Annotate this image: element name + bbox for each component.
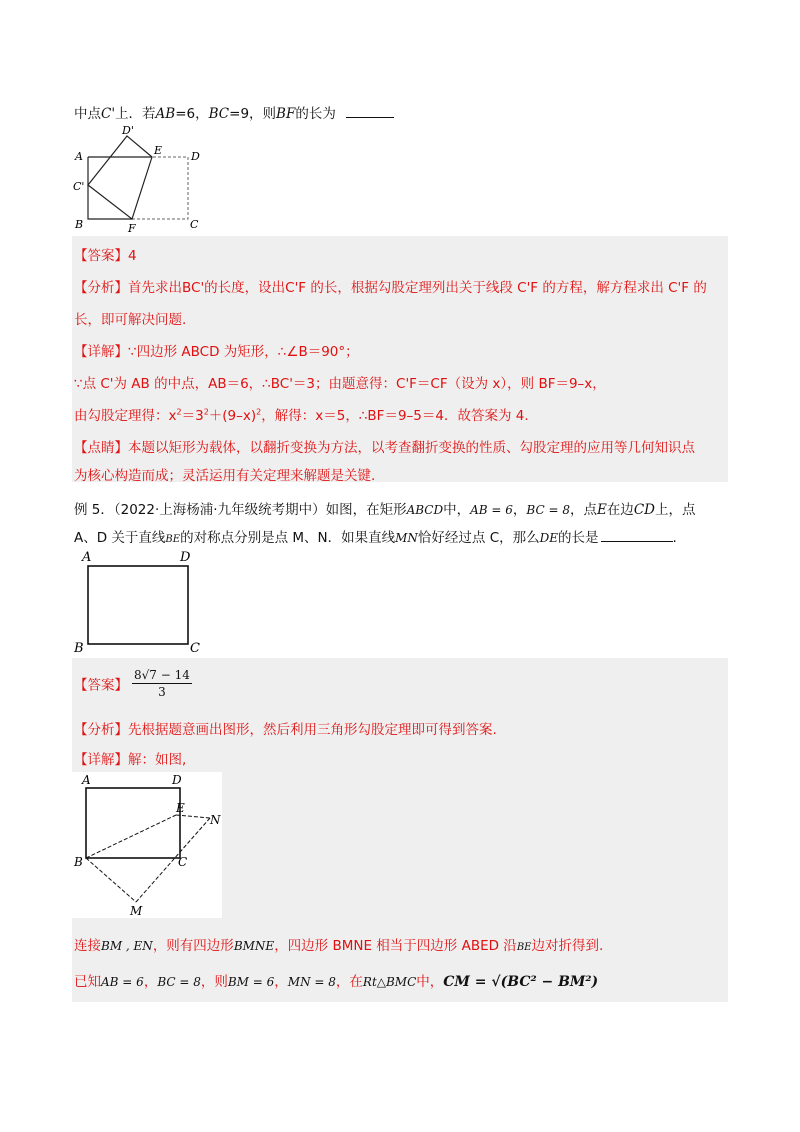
- text: 例 5．（2022·上海杨浦·九年级统考期中）如图，在矩形: [74, 502, 407, 518]
- math-be: BE: [165, 534, 181, 545]
- rectangle-abcd: [88, 566, 188, 644]
- detail-tag: 【详解】: [74, 752, 128, 768]
- label-e: E: [176, 801, 185, 815]
- text: ，则: [200, 974, 228, 990]
- math-bm-eq: BM = 6: [227, 975, 275, 989]
- example-5-line-1: [74, 498, 695, 518]
- answer-fraction: [132, 668, 192, 699]
- answer-tag: 【答案】: [74, 248, 128, 264]
- superscript: 2: [256, 407, 262, 417]
- label-a: A: [75, 150, 83, 163]
- math-c-prime: C': [101, 106, 116, 122]
- folded-quadrilateral: [88, 136, 152, 219]
- text: 已知: [74, 974, 101, 990]
- answer-blank: [601, 541, 673, 542]
- detail-text: ＋(9–x): [208, 408, 257, 424]
- text: 上，点: [654, 502, 696, 518]
- label-d-prime: D': [122, 124, 134, 137]
- detail-text: ∵点 C'为 AB 的中点，AB＝6，∴BC'＝3；由题意得：C'F＝CF（设为 x），则 BF＝9–x，: [74, 376, 606, 392]
- text: ，四边形 BMNE 相当于四边形 ABED 沿: [274, 938, 517, 954]
- analysis-tag: 【分析】: [74, 280, 128, 296]
- analysis-text: 先根据题意画出图形，然后利用三角形勾股定理即可得到答案.: [128, 722, 497, 738]
- fraction-denominator: 3: [158, 685, 166, 699]
- label-n: N: [210, 813, 221, 827]
- reflection-figure: [72, 772, 222, 918]
- text: 在边: [606, 502, 634, 518]
- detail-line-2: [74, 372, 606, 392]
- line-nm: [136, 818, 210, 902]
- label-m: M: [130, 904, 143, 918]
- superscript: 2: [176, 407, 182, 417]
- text: ，: [274, 974, 288, 990]
- label-d: D: [191, 150, 200, 163]
- text: 中点: [74, 106, 101, 122]
- line-bm: [86, 858, 136, 902]
- text: ，在: [335, 974, 363, 990]
- text: 上．若: [115, 106, 156, 122]
- math-mn: MN: [395, 531, 418, 545]
- label-d: D: [172, 773, 182, 787]
- text: 连接: [74, 938, 101, 954]
- detail-text: ＝3: [181, 408, 204, 424]
- analysis-text: 长，即可解决问题.: [74, 312, 187, 328]
- label-f: F: [128, 222, 136, 234]
- math-de: DE: [539, 531, 559, 545]
- math-e: E: [596, 502, 607, 518]
- text: =9，则: [229, 106, 277, 122]
- text: 的长是: [558, 530, 599, 546]
- text: ，点: [569, 502, 597, 518]
- text: 的长为: [295, 106, 336, 122]
- label-a: A: [82, 773, 91, 787]
- math-bc-eq: BC = 8: [526, 503, 570, 517]
- label-a: A: [82, 550, 92, 565]
- label-c-prime: C': [73, 180, 85, 193]
- label-c: C: [178, 855, 188, 869]
- label-b: B: [74, 641, 84, 656]
- label-c: C: [190, 218, 199, 231]
- detail-text: 由勾股定理得：x: [74, 408, 177, 424]
- rectangle-abcd-figure: [72, 548, 212, 656]
- text: ，则有四边形: [152, 938, 234, 954]
- comment-line-2: [74, 464, 375, 484]
- answer-blank: [346, 117, 394, 118]
- text: ，: [512, 502, 527, 518]
- answer-line-2: [74, 668, 192, 699]
- comment-tag: 【点睛】: [74, 440, 128, 456]
- comment-line-1: [74, 436, 695, 456]
- text: .: [672, 530, 677, 546]
- text: 中，: [443, 502, 471, 518]
- analysis-line-2: [74, 308, 186, 328]
- answer-value: 4: [128, 248, 137, 264]
- math-rt-triangle: Rt△BMC: [362, 975, 417, 989]
- text: 边对折得到.: [531, 938, 604, 954]
- fold-rectangle-figure: [72, 122, 212, 234]
- label-c: C: [190, 641, 200, 656]
- problem-continuation: [74, 102, 394, 122]
- math-mn-eq: MN = 8: [287, 975, 336, 989]
- solution-line-2: [74, 970, 598, 990]
- math-ab-eq: AB = 6: [101, 975, 144, 989]
- comment-text: 本题以矩形为载体，以翻折变换为方法，以考查翻折变换的性质、勾股定理的应用等几何知识点: [128, 440, 695, 456]
- line-be: [86, 815, 176, 858]
- answer-line-1: [74, 244, 137, 264]
- text: =6，: [175, 106, 209, 122]
- math-cd: CD: [633, 502, 655, 518]
- detail-tag: 【详解】: [74, 344, 128, 360]
- solution-line-1: [74, 934, 603, 954]
- math-abcd: ABCD: [406, 503, 444, 517]
- math-bc: BC: [208, 106, 230, 122]
- example-5-line-2: [74, 526, 677, 546]
- detail-text: ∵四边形 ABCD 为矩形，∴∠B＝90°；: [128, 344, 359, 360]
- label-b: B: [74, 855, 83, 869]
- math-bmne: BMNE: [233, 939, 275, 953]
- math-bc-eq: BC = 8: [157, 975, 201, 989]
- analysis-line-3: [74, 718, 497, 738]
- analysis-text: 首先求出BC'的长度，设出C'F 的长，根据勾股定理列出关于线段 C'F 的方程，解方程求出 C'F 的: [128, 280, 707, 296]
- detail-line-1: [74, 340, 359, 360]
- analysis-line-1: [74, 276, 707, 296]
- answer-tag: 【答案】: [74, 677, 128, 694]
- text: 中，: [416, 974, 444, 990]
- detail-text: ，解得：x＝5，∴BF＝9–5＝4．故答案为 4.: [261, 408, 529, 424]
- detail-line-3: [74, 404, 529, 424]
- superscript: 2: [203, 407, 209, 417]
- rectangle-solid-edges: [88, 157, 132, 219]
- text: 的对称点分别是点 M、N．如果直线: [180, 530, 396, 546]
- label-d: D: [180, 550, 191, 565]
- analysis-tag: 【分析】: [74, 722, 128, 738]
- label-e: E: [154, 144, 163, 157]
- text: ，: [143, 974, 158, 990]
- rectangle-abcd: [86, 788, 180, 858]
- math-cm-formula: CM = √(BC² − BM²): [443, 974, 599, 990]
- math-ab: AB: [155, 106, 176, 122]
- detail-text: 解：如图,: [128, 752, 187, 768]
- line-en: [176, 815, 210, 818]
- math-bm-en: BM , EN: [101, 939, 153, 953]
- text: 恰好经过点 C，那么: [417, 530, 540, 546]
- comment-text: 为核心构造而成；灵活运用有关定理来解题是关键.: [74, 468, 376, 484]
- text: A、D 关于直线: [74, 530, 166, 546]
- label-b: B: [75, 218, 84, 231]
- detail-line-4: [74, 748, 186, 768]
- math-ab-eq: AB = 6: [470, 503, 513, 517]
- math-bf: BF: [276, 106, 296, 122]
- math-be: BE: [516, 942, 532, 953]
- fraction-numerator: 8√7 − 14: [134, 668, 190, 682]
